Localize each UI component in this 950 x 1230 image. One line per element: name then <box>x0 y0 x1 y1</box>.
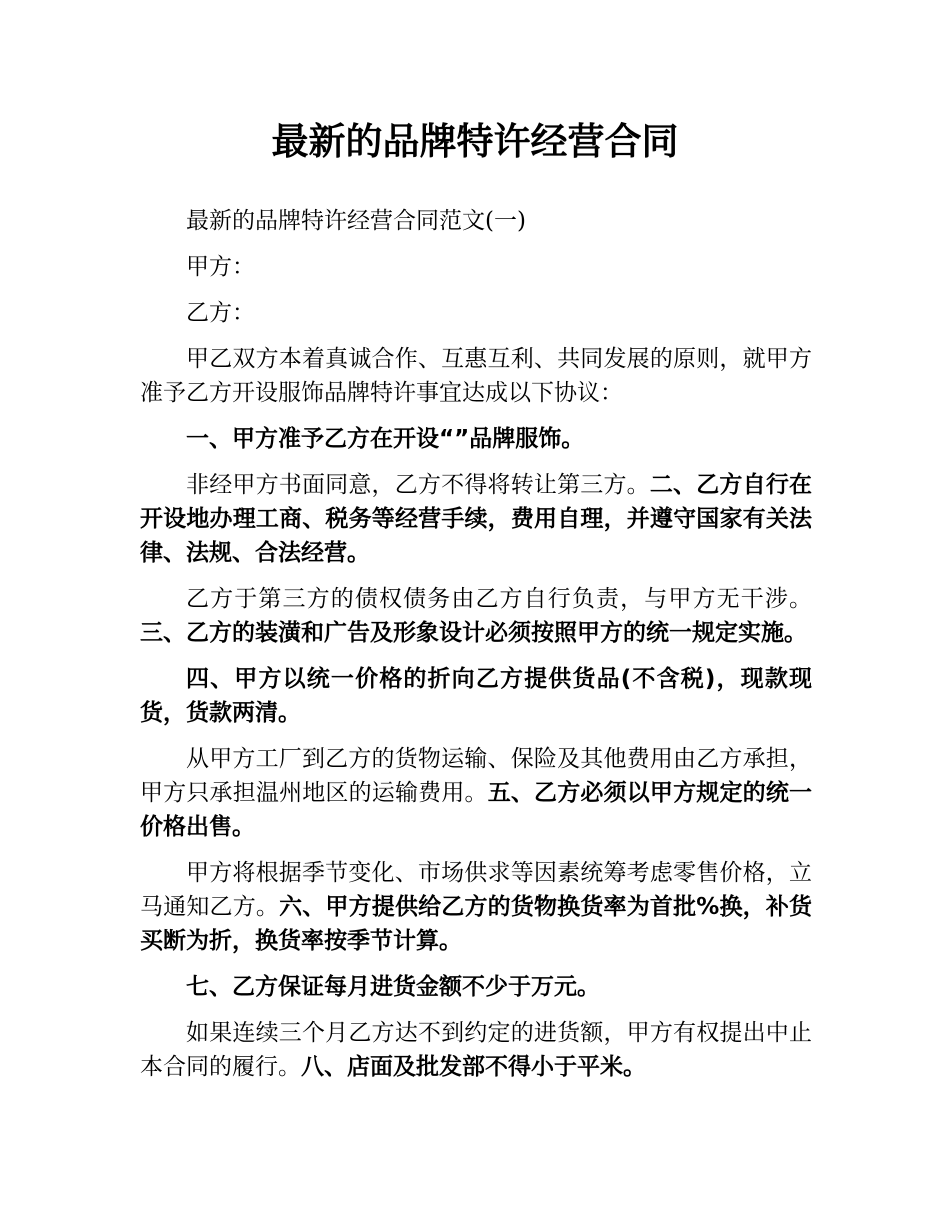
paragraph-12-text: 如果连续三个月乙方达不到约定的进货额，甲方有权提出中止本合同的履行。 <box>140 1020 812 1080</box>
paragraph-intro: 甲乙双方本着真诚合作、互惠互利、共同发展的原则，就甲方准予乙方开设服饰品牌特许事宜达成以下协议： <box>140 346 812 406</box>
document-title: 最新的品牌特许经营合同 <box>271 120 679 163</box>
paragraph-9-text: 从甲方工厂到乙方的货物运输、保险及其他费用由乙方承担，甲方只承担温州地区的运输费用。 <box>140 746 812 806</box>
clause-2: 二、乙方自行在开设地办理工商、税务等经营手续，费用自理，并遵守国家有关法律、法规、合法经营。 <box>140 472 813 566</box>
clause-4: 四、甲方以统一价格的折向乙方提供货品(不含税)，现款现货，货款两清。 <box>140 666 812 726</box>
paragraph-6 <box>140 468 812 570</box>
document-body <box>140 204 812 1096</box>
paragraph-party-b: 乙方： <box>186 300 255 326</box>
clause-8: 八、店面及批发部不得小于平米。 <box>301 1054 646 1080</box>
paragraph-7-text: 乙方于第三方的债权债务由乙方自行负责，与甲方无干涉。 <box>186 586 812 612</box>
paragraph-party-a: 甲方： <box>186 254 255 280</box>
paragraph-12 <box>140 1016 812 1084</box>
paragraph-7 <box>140 582 812 650</box>
paragraph-9 <box>140 742 812 844</box>
paragraph-6-text: 非经甲方书面同意，乙方不得将转让第三方。 <box>186 472 650 498</box>
clause-7: 七、乙方保证每月进货金额不少于万元。 <box>186 974 600 1000</box>
clause-3: 三、乙方的装潢和广告及形象设计必须按照甲方的统一规定实施。 <box>140 620 807 646</box>
paragraph-subtitle: 最新的品牌特许经营合同范文(一) <box>186 208 526 234</box>
paragraph-10 <box>140 856 812 958</box>
clause-1: 一、甲方准予乙方在开设“”品牌服饰。 <box>186 426 585 452</box>
paragraph-10-text: 甲方将根据季节变化、市场供求等因素统筹考虑零售价格，立马通知乙方。 <box>140 860 812 920</box>
clause-5: 五、乙方必须以甲方规定的统一价格出售。 <box>140 780 813 840</box>
clause-6: 六、甲方提供给乙方的货物换货率为首批%换，补货买断为折，换货率按季节计算。 <box>140 894 812 954</box>
